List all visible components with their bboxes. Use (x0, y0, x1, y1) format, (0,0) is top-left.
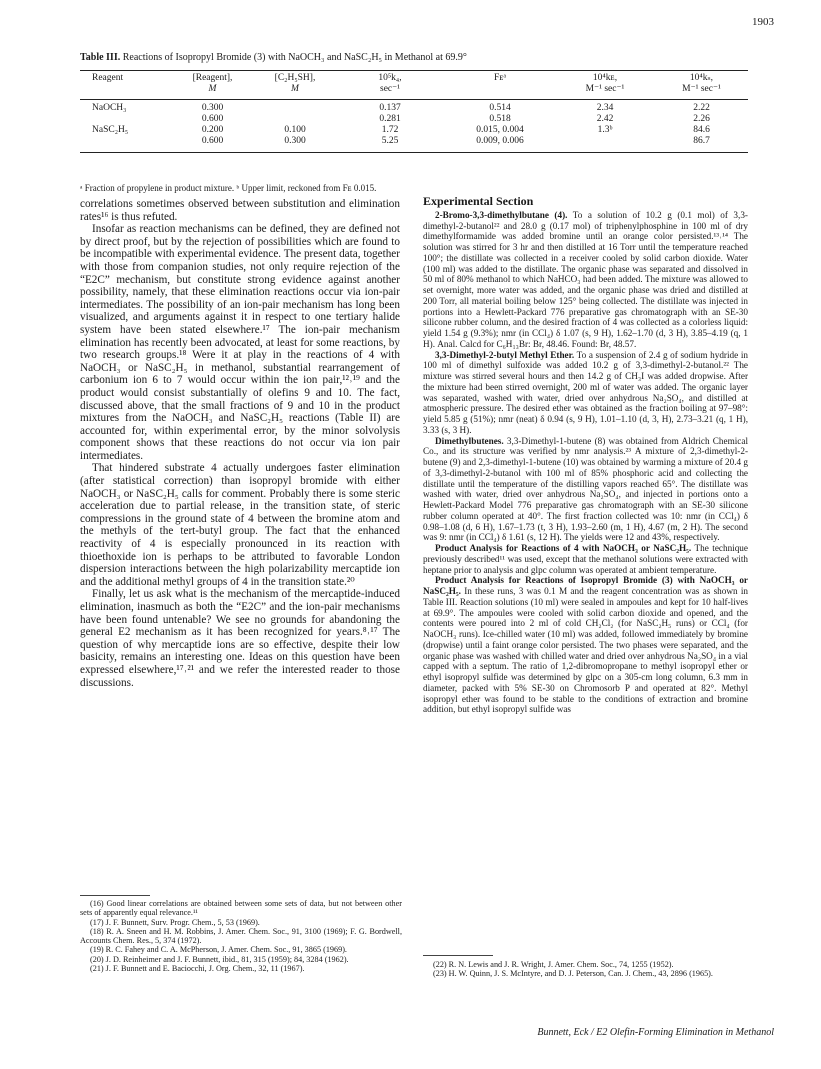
table-header-cell: 10⁴kₛ, (689, 73, 714, 83)
table-cell: 0.015, 0.004 (476, 125, 524, 135)
table-header-unit: M (291, 84, 299, 94)
table-header-unit: M (208, 84, 217, 94)
paragraph-text: To a solution of 10.2 g (0.1 mol) of 3,3-dimethyl-2-butanol²² and 28.0 g (0.17 mol) of triphenylphosphine in 100 ml of dry dimethylformamide was added bromine until an orange color persisted.¹³˒¹⁴ The solution was stirred for 3 hr and then distilled at 16 Torr until the temperature reached 100°; the distillate was collected in a receiver cooled by solid carbon dioxide. Water (100 ml) was added to the distillate. The organic phase was separated and dissolved in 50 ml of 80% methanol to which NaHCO₃ had been added. The mixture was allowed to set overnight, more water was added, and the organic phase was dried and distilled at 200 Torr, all material boiling below 125° being collected. The distillate was injected in portions into a Hewlett-Packard 776 preparative gas chromatograph with an SE-30 silicone rubber column, and the desired fraction of 4 was collected as a colorless liquid: yield 1.54 g (9.3%); nmr (in CCl₄) δ 1.07 (s, 9 H), 1.62–1.70 (d, 3 H), 3.85–4.19 (q, 1 H). Anal. Calcd for C₆H₁₃Br: Br, 48.46. Found: Br, 48.57. (423, 209, 748, 349)
table-cell: 0.600 (201, 136, 224, 146)
table-bottom-rule (80, 152, 748, 153)
table-cell: 2.22 (693, 103, 710, 113)
table-cell (80, 114, 170, 125)
table-cell: 0.300 (201, 103, 224, 113)
table-cell: 1.72 (381, 125, 399, 135)
table-header-cell: Reagent (92, 73, 124, 83)
reference-item: (20) J. D. Reinheimer and J. F. Bunnett, ibid., 81, 315 (1959); 84, 3284 (1962). (90, 954, 349, 964)
table-row (80, 136, 748, 147)
experimental-paragraph (423, 543, 748, 575)
table-cell: 0.518 (489, 114, 511, 124)
table-cell: 0.009, 0.006 (476, 136, 524, 146)
table-cell (255, 114, 335, 125)
running-footer: Bunnett, Eck / E2 Olefin-Forming Elimination in Methanol (537, 1027, 774, 1038)
table-header-unit: M⁻¹ sec⁻¹ (585, 84, 625, 94)
body-paragraph: That hindered substrate 4 actually undergoes faster elimination (after statistical correction) than isopropyl bromide with either NaOCH₃ or NaSC₂H₅ calls for comment. Probably there is some steric acceleration due to partial release, in the transition state, of steric compressions in the ground state of 4 between the bromine atom and the methyls of the tert-butyl group. The fact that the enhanced reactivity of 4 is especially pronounced in its reaction with thioethoxide ion is perhaps to be attributed to favorable London dispersion interactions between the high polarizability mercaptide ion and the additional methyl groups of 4 in the transition state.²⁰ (80, 462, 400, 588)
table-cell: 86.7 (693, 136, 710, 146)
table-header-cell: 10⁴kᴇ, (592, 73, 618, 83)
table-cell: 0.281 (379, 114, 401, 124)
page-number: 1903 (752, 16, 774, 28)
table-header-cell: Fᴇᵃ (493, 73, 507, 83)
reference-item: (22) R. N. Lewis and J. R. Wright, J. Amer. Chem. Soc., 74, 1255 (1952). (433, 960, 674, 969)
left-column (80, 198, 400, 689)
experimental-paragraph (423, 436, 748, 544)
table-cell: NaSC₂H₅ (92, 125, 129, 135)
table-cell: 2.34 (596, 103, 614, 113)
table-row (80, 114, 748, 125)
run-in-heading: Dimethylbutenes. (435, 435, 504, 446)
run-in-heading: 2-Bromo-3,3-dimethylbutane (4). (435, 209, 568, 220)
table-top-rule (80, 70, 748, 71)
body-paragraph: Finally, let us ask what is the mechanism of the mercaptide-induced elimination, inasmuch as both the “E2C” and the ion-pair mechanisms have been found untenable? We see no grounds for abandoning the general E2 mechanism as it has been recognized for years.⁸˒¹⁷ The question of why mercaptide ions are so effective, despite their low basicity, remains an interesting one. Ideas on this question have been expressed elsewhere,¹⁷˒²¹ and we refer the interested reader to those discussions. (80, 588, 400, 689)
run-in-heading: Product Analysis for Reactions of Isopropyl Bromide (3) with NaOCH₃ or NaSC₂H₅. (423, 575, 748, 596)
table-cell: 0.100 (284, 125, 306, 135)
table-footnotes: ᵃ Fraction of propylene in product mixture. ᵇ Upper limit, reckoned from Fᴇ 0.015. (80, 183, 377, 193)
table-header-cell: [C₂H₅SH], (274, 73, 316, 83)
references-left (80, 899, 402, 973)
reference-item: (17) J. F. Bunnett, Surv. Progr. Chem., 5, 53 (1969). (90, 917, 260, 927)
table-label: Table III. (80, 52, 121, 63)
table-header-unit: sec⁻¹ (380, 84, 400, 94)
body-paragraph: correlations sometimes observed between substitution and elimination rates¹⁶ is thus refuted. (80, 198, 400, 223)
paragraph-text: In these runs, 3 was 0.1 M and the reagent concentration was as shown in Table III. Reaction solutions (10 ml) were sealed in ampoules and kept for 10 half-lives at 69.9°. The ampoules were cooled with solid carbon dioxide and opened, and the contents were poured into 2 ml of cold CH₂Cl₂ (for NaSC₂H₅ runs) or CCl₄ (for NaOCH₃ runs). Ice-chilled water (10 ml) was added, followed immediately by bromine (dropwise) until a faint orange color persisted. The two phases were separated, and the organic phase was washed with chilled water and dried over anhydrous Na₂SO₄ in a vial capped with a septum. The ratio of 1,2-dibromopropane to methyl isopropyl ether or ethyl isopropyl sulfide was determined by glpc on a 305-cm long column, 6.3 mm in diameter, packed with 5% SE-30 on Chromosorb P and operated at 82°. Methyl isopropyl ether was found to be stable to the conditions of extraction and bromine addition, but ethyl isopropyl sulfide was (423, 586, 748, 715)
table-cell: 0.600 (201, 114, 224, 124)
body-paragraph: Insofar as reaction mechanisms can be defined, they are defined not by direct proof, but by the rejection of possibilities which are found to be incompatible with experimental evidence. The present data, together with those from companion studies, not only require rejection of the “E2C” mechanism, but constitute strong evidence against another possibility, namely, that these elimination reactions occur via ion-pair intermediates. The possibility of an ion-pair mechanism has long been visualized, and arguments against it in respect to one tertiary halide system have been stated elsewhere.¹⁷ The ion-pair mechanism elimination has recently been advocated, at least for some reactions, by two research groups.¹⁸ Were it at play in the reactions of 4 with NaOCH₃ or NaSC₂H₅ in methanol, substantial rearrangement of carbonium ion 6 to 7 would occur within the ion pair,¹²˒¹⁹ and the product would consist substantially of olefins 9 and 10. The fact, discussed above, that the small fractions of 9 and 10 in the product mixtures from the NaOCH₃ and NaSC₂H₅ reactions (Table II) are accounted for, within experimental error, by the minor solvolysis component shows that these reactions do not occur via ion pair intermediates. (80, 223, 400, 462)
table-row (80, 125, 748, 136)
paragraph-text: 3,3-Dimethyl-1-butene (8) was obtained from Aldrich Chemical Co., and its structure was verified by nmr analysis.²³ A mixture of 2,3-dimethyl-2-butene (9) and 2,3-dimethyl-1-butene (10) was obtained by warming a mixture of 20.4 g of 3,3-dimethyl-2-butanol with 100 ml of 85% phosphoric acid and collecting the distillate until the temperature of the distilling vapors reached 65°. The distillate was washed with water, dried over anhydrous Na₂SO₄, and injected in portions onto a Hewlett-Packard Model 776 preparative gas chromatograph with an SE-30 silicone rubber column operated at 40°. The first fraction collected was 10: nmr (in CCl₄) δ 0.98–1.08 (d, 6 H), 1.67–1.73 (t, 3 H), 1.93–2.60 (m, 1 H), 4.67 (m, 2 H). The second was 9: nmr (in CCl₄) δ 1.61 (s, 12 H). The yields were 12 and 43%, respectively. (423, 435, 748, 543)
reference-item: (18) R. A. Sneen and H. M. Robbins, J. Amer. Chem. Soc., 91, 3100 (1969); F. G. Bordwell, Accounts Chem. Res., 5, 374 (1972). (80, 926, 402, 946)
table-header-row-1 (80, 73, 748, 84)
reference-item: (19) R. C. Fahey and C. A. McPherson, J. Amer. Chem. Soc., 91, 3865 (1969). (90, 945, 347, 955)
table-cell: 2.26 (693, 114, 710, 124)
footnote-rule-right (423, 955, 493, 956)
table-cell: 5.25 (381, 136, 399, 146)
run-in-heading: Product Analysis for Reactions of 4 with NaOCH₃ or NaSC₂H₅. (435, 543, 692, 553)
reference-item: (16) Good linear correlations are obtained between some sets of data, but not between other sets of apparently equal relevance.¹¹ (80, 899, 402, 918)
table-cell (80, 136, 170, 147)
table-caption-text: Reactions of Isopropyl Bromide (3) with NaOCH₃ and NaSC₂H₅ in Methanol at 69.9° (122, 52, 467, 63)
table-header-unit (445, 84, 555, 99)
section-heading: Experimental Section (423, 194, 534, 208)
table-caption (80, 52, 760, 63)
table-cell: 84.6 (693, 125, 710, 135)
table-cell: 2.42 (596, 114, 614, 124)
table-header-cell: [Reagent], (192, 73, 233, 83)
reference-item: (21) J. F. Bunnett and E. Baciocchi, J. Org. Chem., 32, 11 (1967). (90, 964, 305, 974)
footnote-rule-left (80, 895, 150, 896)
table-cell: 0.200 (201, 125, 224, 135)
table-cell: 0.514 (489, 103, 511, 113)
table-cell: 0.300 (284, 136, 306, 146)
paragraph-text: The technique previously described¹¹ was used, except that the methanol solutions were extracted with heptane prior to analysis and glpc column was operated at ambient temperature. (423, 543, 748, 575)
table-cell: 0.137 (379, 103, 401, 113)
references-right (423, 960, 748, 979)
table-row (80, 99, 748, 114)
experimental-paragraph (423, 350, 748, 436)
paragraph-text: To a suspension of 2.4 g of sodium hydride in 100 ml of dimethyl sulfoxide was added 10.2 g of 3,3-dimethyl-2-butanol.²² The mixture was stirred several hours and then 14.2 g of CH₃I was added dropwise. After the mixture had been stirred overnight, 200 ml of water was added. The organic layer was separated, washed with water, dried over anhydrous Na₂SO₄, and distilled at atmospheric pressure. The desired ether was obtained as the fraction boiling at 97–98°: yield 5.85 g (51%); nmr (neat) δ 0.94 (s, 9 H), 1.01–1.10 (d, 3, H), 2.73–3.21 (q, 1 H), 3.33 (s, 3 H). (423, 349, 749, 435)
table-header-row-2 (80, 84, 748, 99)
experimental-paragraph (423, 210, 748, 350)
data-table (80, 73, 748, 147)
table-cell (555, 136, 655, 147)
run-in-heading: 3,3-Dimethyl-2-butyl Methyl Ether. (435, 349, 575, 360)
reference-item: (23) H. W. Quinn, J. S. McIntyre, and D. J. Peterson, Can. J. Chem., 43, 2896 (1965). (433, 969, 713, 979)
table-cell: NaOCH₃ (92, 103, 127, 113)
table-cell: 1.3ᵇ (597, 125, 613, 135)
right-column (423, 196, 748, 715)
table-header-unit: M⁻¹ sec⁻¹ (682, 84, 721, 94)
table-header-unit (80, 84, 170, 99)
table-cell (255, 99, 335, 114)
table-header-cell: 10⁵k₄, (378, 73, 402, 83)
experimental-paragraph (423, 575, 748, 715)
